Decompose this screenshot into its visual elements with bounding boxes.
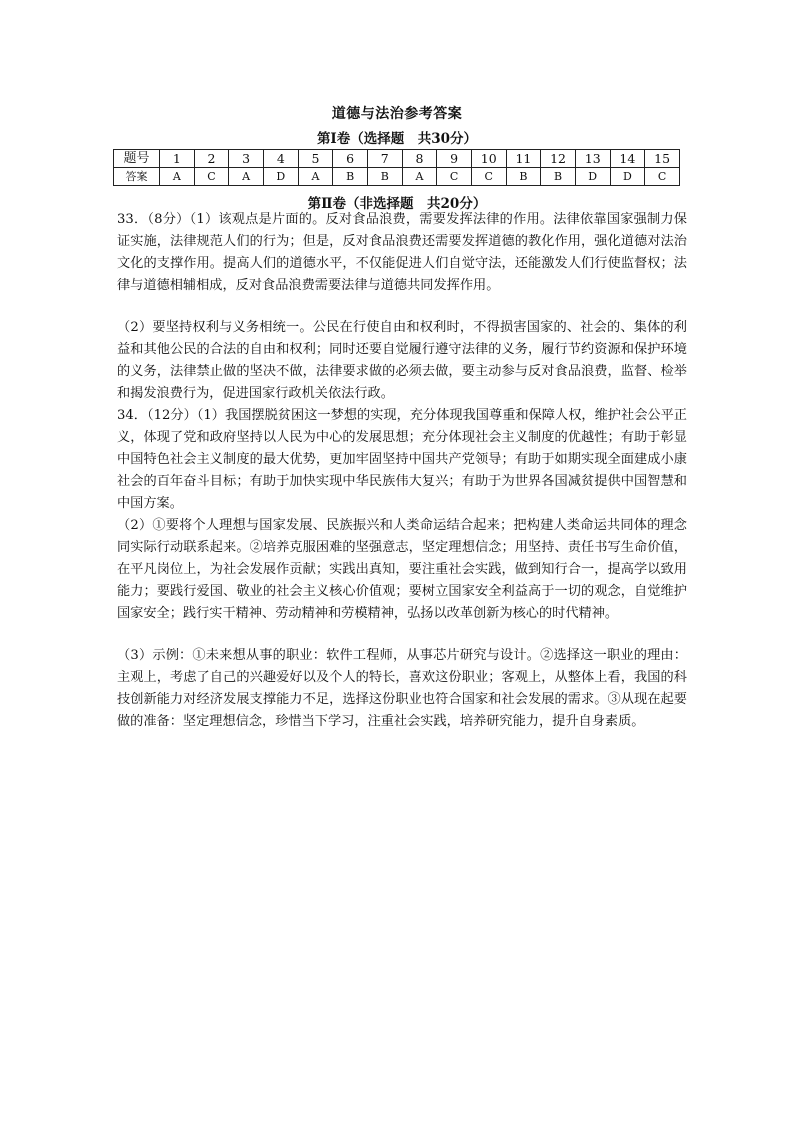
answer-row [114, 168, 680, 186]
question-number-cell: 4 [263, 150, 298, 168]
question-number-cell: 7 [367, 150, 402, 168]
answer-cell: A [402, 168, 437, 186]
answer-cell: C [437, 168, 472, 186]
question-number-cell: 15 [645, 150, 680, 168]
question-34-part3-block [117, 645, 687, 733]
question-34-part2-paragraph: （2）①要将个人理想与国家发展、民族振兴和人类命运结合起来；把构建人类命运共同体的理念同实际行动联系起来。②培养克服困难的坚强意志，坚定理想信念；用坚持、责任书写生命价值，在平凡岗位上，为社会发展作贡献；实践出真知，要注重社会实践，做到知行合一，提高学以致用能力；要践行爱国、敬业的社会主义核心价值观；要树立国家安全利益高于一切的观念，自觉维护国家安全；践行实干精神、劳动精神和劳模精神，弘扬以改革创新为核心的时代精神。 [117, 518, 687, 621]
document-title: 道德与法治参考答案 [331, 106, 463, 122]
question-34-part3-paragraph: （3）示例：①未来想从事的职业：软件工程师，从事芯片研究与设计。②选择这一职业的理由：主观上，考虑了自己的兴趣爱好以及个人的特长，喜欢这份职业；客观上，从整体上看，我国的科技创新能力对经济发展支撑能力不足，选择这份职业也符合国家和社会发展的需求。③从现在起要做的准备：坚定理想信念，珍惜当下学习，注重社会实践，培养研究能力，提升自身素质。 [117, 648, 687, 729]
question-33-part1-paragraph: 33．（8分）（1）该观点是片面的。反对食品浪费，需要发挥法律的作用。法律依靠国家强制力保证实施，法律规范人们的行为；但是，反对食品浪费还需要发挥道德的教化作用，强化道德对法治文化的支撑作用。提高人们的道德水平，不仅能促进人们自觉守法，还能激发人们行使监督权；法律与道德相辅相成，反对食品浪费需要法律与道德共同发挥作用。 [117, 212, 687, 293]
part1-heading: 第Ⅰ卷（选择题 共30分） [316, 131, 478, 147]
answer-cell: C [471, 168, 506, 186]
question-number-cell: 9 [437, 150, 472, 168]
answer-cell: B [506, 168, 541, 186]
answer-cell: C [194, 168, 229, 186]
answer-cell: C [645, 168, 680, 186]
question-number-cell: 14 [610, 150, 645, 168]
answer-cell: B [541, 168, 576, 186]
answer-cell: D [263, 168, 298, 186]
question-number-label: 题号 [114, 150, 160, 168]
answer-key-table [113, 149, 680, 186]
question-number-cell: 3 [229, 150, 264, 168]
question-number-cell: 1 [160, 150, 195, 168]
question-34-part1-paragraph: 34．（12分）（1）我国摆脱贫困这一梦想的实现，充分体现我国尊重和保障人权，维护社会公平正义，体现了党和政府坚持以人民为中心的发展思想；充分体现社会主义制度的优越性；有助于彰显中国特色社会主义制度的最大优势，更加牢固坚持中国共产党领导；有助于如期实现全面建成小康社会的百年奋斗目标；有助于加快实现中华民族伟大复兴；有助于为世界各国减贫提供中国智慧和中国方案。 [117, 408, 687, 511]
question-33-part2-paragraph: （2）要坚持权利与义务相统一。公民在行使自由和权利时，不得损害国家的、社会的、集体的利益和其他公民的合法的自由和权利；同时还要自觉履行遵守法律的义务，履行节约资源和保护环境的义务，法律禁止做的坚决不做，法律要求做的必须去做，要主动参与反对食品浪费，监督、检举和揭发浪费行为，促进国家行政机关依法行政。 [117, 320, 687, 401]
answer-label: 答案 [114, 168, 160, 186]
question-number-cell: 12 [541, 150, 576, 168]
question-33-part1-block [117, 209, 687, 297]
question-number-cell: 2 [194, 150, 229, 168]
question-number-row [114, 150, 680, 168]
answer-cell: D [610, 168, 645, 186]
question-number-cell: 10 [471, 150, 506, 168]
part2-heading: 第Ⅱ卷（非选择题 共20分） [307, 196, 487, 212]
question-number-cell: 13 [575, 150, 610, 168]
question-number-cell: 11 [506, 150, 541, 168]
answer-cell: A [229, 168, 264, 186]
answer-cell: A [160, 168, 195, 186]
answer-cell: D [575, 168, 610, 186]
question-number-cell: 6 [333, 150, 368, 168]
question-number-cell: 5 [298, 150, 333, 168]
answer-cell: B [367, 168, 402, 186]
answer-cell: B [333, 168, 368, 186]
question-number-cell: 8 [402, 150, 437, 168]
questions-33-34-block [117, 317, 687, 625]
answer-cell: A [298, 168, 333, 186]
